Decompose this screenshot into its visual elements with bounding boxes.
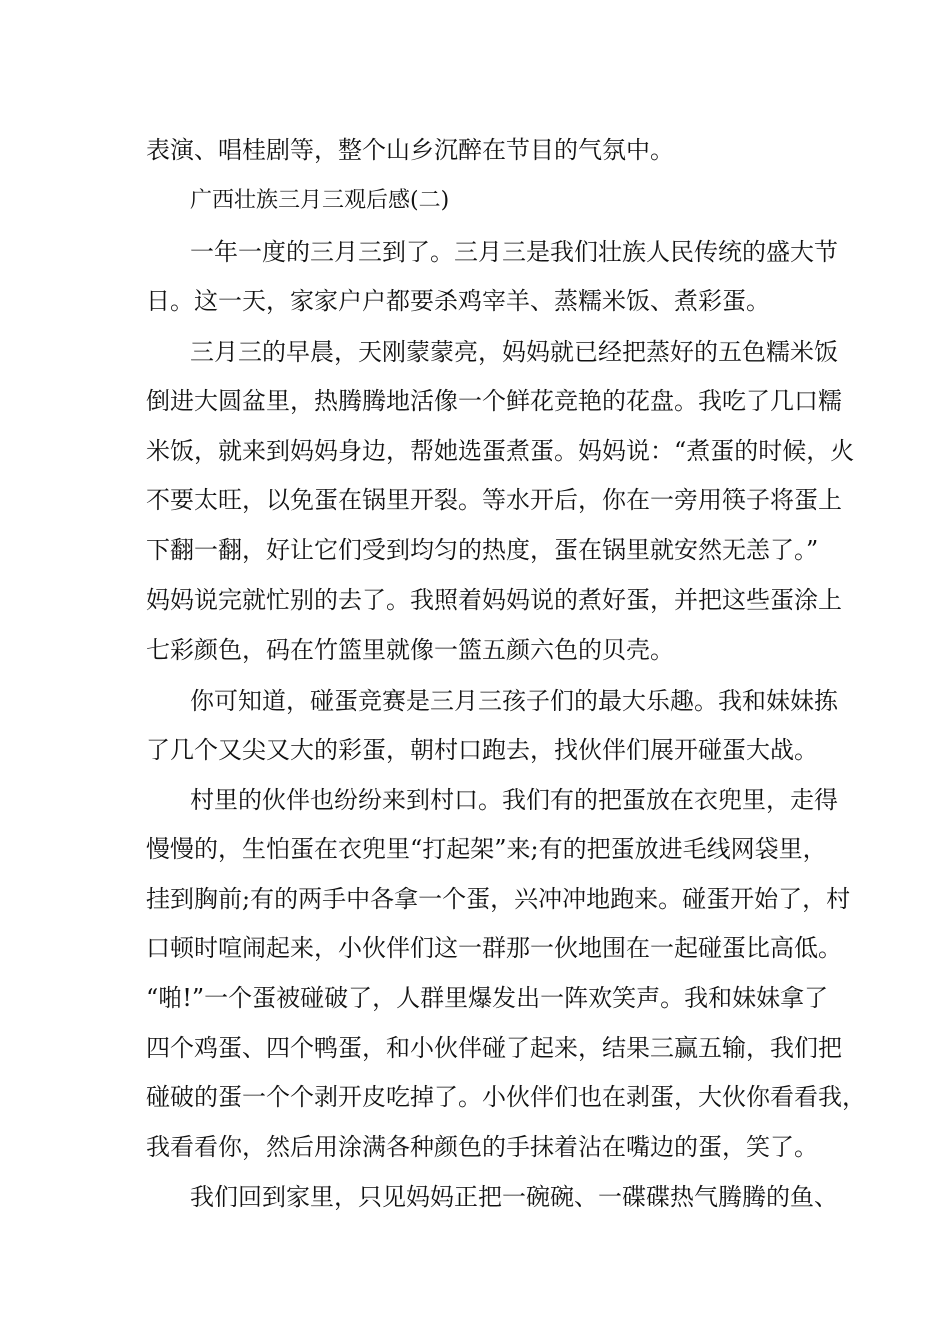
text-line: 三月三的早晨，天刚蒙蒙亮，妈妈就已经把蒸好的五色糯米饭: [190, 338, 838, 366]
text-line: 口顿时喧闹起来，小伙伴们这一群那一伙地围在一起碰蛋比高低。: [146, 934, 842, 962]
text-line: 挂到胸前;有的两手中各拿一个蛋，兴冲冲地跑来。碰蛋开始了，村: [146, 885, 851, 913]
text-line: “啪!”一个蛋被碰破了，人群里爆发出一阵欢笑声。我和妹妹拿了: [146, 984, 829, 1012]
text-line: 日。这一天，家家户户都要杀鸡宰羊、蒸糯米饭、煮彩蛋。: [146, 287, 770, 315]
text-line: 慢慢的，生怕蛋在衣兜里“打起架”来;有的把蛋放进毛线网袋里，: [146, 835, 827, 863]
text-line: 表演、唱桂剧等，整个山乡沉醉在节目的气氛中。: [146, 136, 674, 164]
text-line: 我看看你，然后用涂满各种颜色的手抹着沾在嘴边的蛋，笑了。: [146, 1133, 818, 1161]
text-line: 四个鸡蛋、四个鸭蛋，和小伙伴碰了起来，结果三赢五输，我们把: [146, 1034, 842, 1062]
text-line: 一年一度的三月三到了。三月三是我们壮族人民传统的盛大节: [190, 238, 838, 266]
text-line: 妈妈说完就忙别的去了。我照着妈妈说的煮好蛋，并把这些蛋涂上: [146, 586, 842, 614]
text-line: 七彩颜色，码在竹篮里就像一篮五颜六色的贝壳。: [146, 636, 674, 664]
section-heading: 广西壮族三月三观后感(二): [190, 188, 450, 213]
text-line: 你可知道，碰蛋竞赛是三月三孩子们的最大乐趣。我和妹妹拣: [190, 687, 838, 715]
text-line: 倒进大圆盆里，热腾腾地活像一个鲜花竞艳的花盘。我吃了几口糯: [146, 387, 842, 415]
text-line: 了几个又尖又大的彩蛋，朝村口跑去，找伙伴们展开碰蛋大战。: [146, 736, 818, 764]
text-line: 村里的伙伴也纷纷来到村口。我们有的把蛋放在衣兜里，走得: [190, 786, 838, 814]
text-line: 下翻一翻，好让它们受到均匀的热度，蛋在锅里就安然无恙了。”: [146, 536, 819, 564]
text-line: 不要太旺，以免蛋在锅里开裂。等水开后，你在一旁用筷子将蛋上: [146, 486, 842, 514]
text-line: 我们回到家里，只见妈妈正把一碗碗、一碟碟热气腾腾的鱼、: [190, 1183, 838, 1211]
text-line: 碰破的蛋一个个剥开皮吃掉了。小伙伴们也在剥蛋，大伙你看看我，: [146, 1083, 866, 1111]
text-line: 米饭，就来到妈妈身边，帮她选蛋煮蛋。妈妈说：“煮蛋的时候，火: [146, 437, 855, 465]
